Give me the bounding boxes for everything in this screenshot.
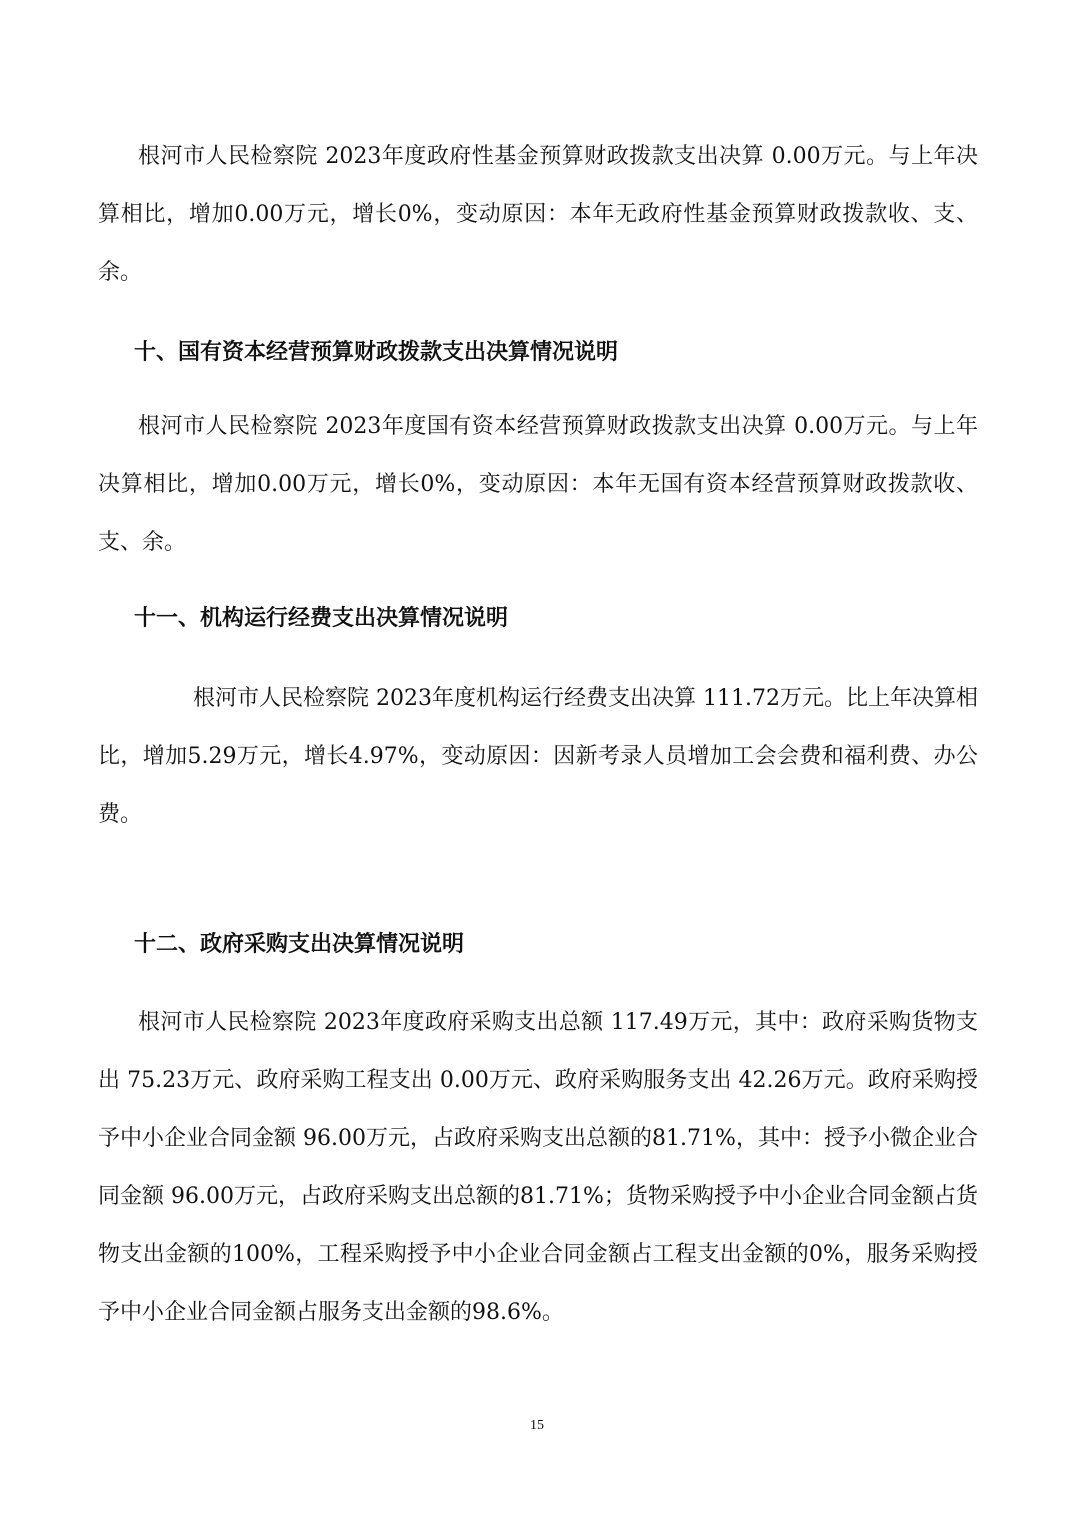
heading-section-12: 十二、政府采购支出决算情况说明: [134, 932, 465, 957]
paragraph-government-procurement: 根河市人民检察院 2023年度政府采购支出总额 117.49万元，其中：政府采购货物支出 75.23万元、政府采购工程支出 0.00万元、政府采购服务支出 42.26万元。政府采购授予中小企业合同金额 96.00万元，占政府采购支出总额的81.71%，其中：授予小微企业合同金额 96.00万元，占政府采购支出总额的81.71%；货物采购授予中小企业合同金额占货物支出金额的100%，工程采购授予中小企业合同金额占工程支出金额的0%，服务采购授予中小企业合同金额占服务支出金额的98.6%。: [98, 1010, 978, 1325]
paragraph-state-capital-budget: 根河市人民检察院 2023年度国有资本经营预算财政拨款支出决算 0.00万元。与上年决算相比，增加0.00万元，增长0%，变动原因：本年无国有资本经营预算财政拨款收、支、余。: [98, 414, 978, 555]
paragraph-government-fund-budget: 根河市人民检察院 2023年度政府性基金预算财政拨款支出决算 0.00万元。与上年决算相比，增加0.00万元，增长0%，变动原因：本年无政府性基金预算财政拨款收、支、余。: [98, 144, 978, 285]
heading-section-11: 十一、机构运行经费支出决算情况说明: [134, 606, 509, 631]
paragraph-operating-expenses: 根河市人民检察院 2023年度机构运行经费支出决算 111.72万元。比上年决算相比，增加5.29万元，增长4.97%，变动原因：因新考录人员增加工会会费和福利费、办公费。: [98, 686, 978, 827]
page-number: 15: [530, 1418, 544, 1433]
heading-section-10: 十、国有资本经营预算财政拨款支出决算情况说明: [134, 340, 619, 365]
